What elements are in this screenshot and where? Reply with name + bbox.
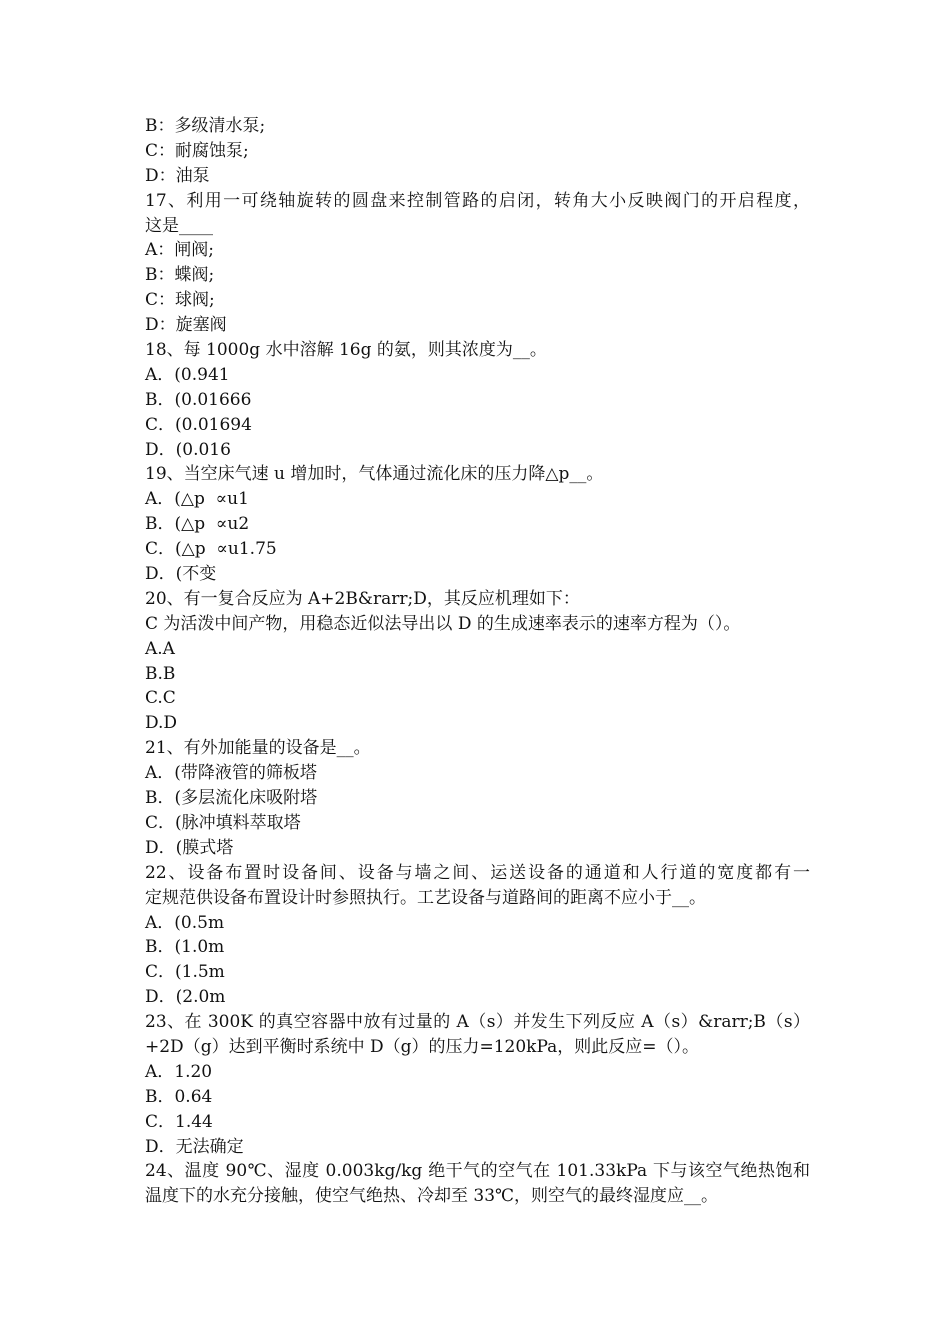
question-24-line-2: 温度下的水充分接触，使空气绝热、冷却至 33℃，则空气的最终湿度应__。 [145, 1186, 719, 1207]
text-line: B．0.64 [145, 1086, 213, 1107]
question-20-line-1: 20、有一复合反应为 A+2B&rarr;D，其反应机理如下： [145, 588, 580, 609]
question-17-line-1: 17、利用一可绕轴旋转的圆盘来控制管路的启闭，转角大小反映阀门的开启程度， [145, 190, 810, 211]
question-18: 18、每 1000g 水中溶解 16g 的氨，则其浓度为__。 [145, 340, 547, 361]
text-line: C．1.44 [145, 1111, 213, 1132]
text-line: D．(膜式塔 [145, 837, 234, 858]
text-line: D．(2.0m [145, 987, 226, 1008]
question-24-line-1: 24、温度 90℃、湿度 0.003kg/kg 绝干气的空气在 101.33kPa 下与该空气绝热饱和 [145, 1161, 810, 1182]
text-line: A：闸阀; [145, 240, 215, 261]
text-line: A．(△p ∝u1 [145, 489, 249, 510]
text-line: C．(△p ∝u1.75 [145, 539, 277, 560]
text-line: A.A [145, 638, 175, 659]
text-line: C．(0.01694 [145, 414, 252, 435]
text-line: A．1.20 [145, 1061, 213, 1082]
text-line: C.C [145, 688, 176, 709]
text-line: A．(0.5m [145, 912, 225, 933]
question-19: 19、当空床气速 u 增加时，气体通过流化床的压力降△p__。 [145, 464, 604, 485]
question-23-line-1: 23、在 300K 的真空容器中放有过量的 A（s）并发生下列反应 A（s）&rarr;B（s） [145, 1012, 810, 1033]
text-line: B．(△p ∝u2 [145, 514, 250, 535]
text-line: B：蝶阀; [145, 265, 215, 286]
text-line: D．无法确定 [145, 1136, 244, 1157]
text-line: C：球阀; [145, 290, 215, 311]
text-line: D．(不变 [145, 564, 217, 585]
document-body [145, 114, 810, 1209]
text-line: A．(带降液管的筛板塔 [145, 763, 317, 784]
text-line: D.D [145, 713, 178, 734]
text-line: C：耐腐蚀泵; [145, 140, 249, 161]
text-line: B：多级清水泵; [145, 116, 266, 136]
text-line: C．(脉冲填料萃取塔 [145, 812, 301, 833]
text-line: B．(1.0m [145, 937, 225, 958]
question-21: 21、有外加能量的设备是__。 [145, 738, 371, 759]
question-20-line-2: C 为活泼中间产物，用稳态近似法导出以 D 的生成速率表示的速率方程为（）。 [145, 613, 741, 634]
text-line: B．(多层流化床吸附塔 [145, 788, 318, 809]
text-line: C．(1.5m [145, 962, 225, 983]
question-17-line-2: 这是____ [145, 215, 213, 236]
question-22-line-2: 定规范供设备布置设计时参照执行。工艺设备与道路间的距离不应小于__。 [145, 887, 706, 908]
text-line: B.B [145, 663, 176, 684]
question-22-line-1: 22、设备布置时设备间、设备与墙之间、运送设备的通道和人行道的宽度都有一 [145, 862, 810, 883]
text-line: D：油泵 [145, 165, 210, 186]
text-line: A．(0.941 [145, 364, 230, 385]
text-line: B．(0.01666 [145, 389, 252, 410]
text-line: D．(0.016 [145, 439, 231, 460]
text-line: D：旋塞阀 [145, 315, 227, 336]
question-23-line-2: +2D（g）达到平衡时系统中 D（g）的压力=120kPa，则此反应=（）。 [145, 1036, 700, 1057]
